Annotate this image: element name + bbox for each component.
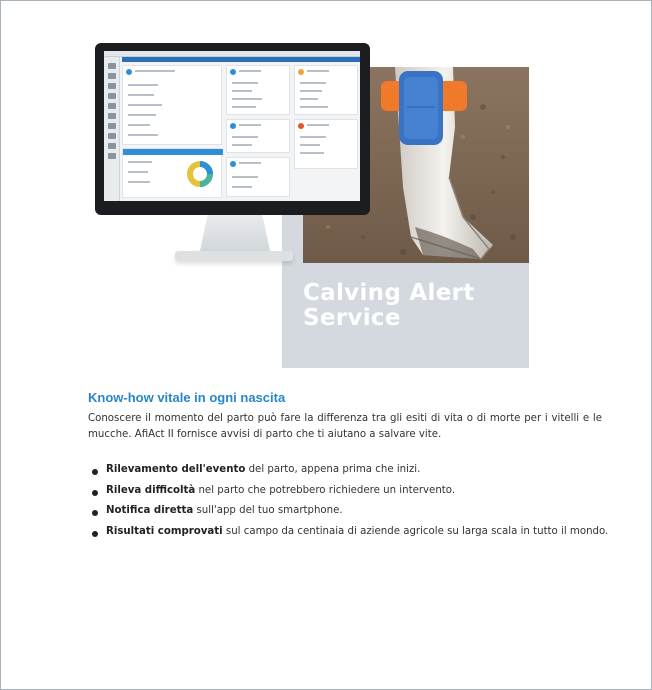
feature-bold: Notifica diretta xyxy=(106,505,194,516)
card-line xyxy=(128,124,150,126)
screen-card-reports xyxy=(294,119,358,169)
card-line xyxy=(232,144,252,146)
screen-card-fertility xyxy=(226,119,290,153)
sidebar-icon xyxy=(108,113,116,119)
feature-bold: Risultati comprovati xyxy=(106,525,223,537)
bullet-icon xyxy=(92,490,98,496)
monitor-stand-base xyxy=(175,251,293,261)
caption-line-1: Calving Alert xyxy=(303,280,475,306)
screen-card-alerts xyxy=(294,65,358,115)
card-title-line xyxy=(307,70,329,72)
card-icon xyxy=(298,69,304,75)
feature-item xyxy=(92,464,608,485)
sidebar-icon xyxy=(108,73,116,79)
feature-text: del parto, appena prima che inizi. xyxy=(245,464,421,475)
caption-text xyxy=(303,281,475,331)
card-title-line xyxy=(239,124,261,126)
feature-bold: Rilevamento dell'evento xyxy=(106,464,246,475)
screen-sidebar xyxy=(104,57,120,201)
sidebar-icon xyxy=(108,103,116,109)
feature-text: sull'app del tuo smartphone. xyxy=(193,505,343,516)
screen-card-milk xyxy=(122,65,222,145)
card-title-line xyxy=(239,70,261,72)
bullet-icon xyxy=(92,531,98,537)
monitor-stand-neck xyxy=(199,215,271,255)
card-line xyxy=(300,106,328,108)
sidebar-icon xyxy=(108,153,116,159)
card-header-bar xyxy=(123,149,223,155)
card-icon xyxy=(230,161,236,167)
caption-line-2: Service xyxy=(303,305,401,331)
screen-card-disease xyxy=(226,157,290,197)
feature-text: sul campo da centinaia di aziende agricole su larga scala in tutto il mondo. xyxy=(222,525,609,537)
card-line xyxy=(232,98,262,100)
card-icon xyxy=(126,69,132,75)
feature-item xyxy=(92,505,608,526)
donut-chart-icon xyxy=(185,159,215,189)
card-line xyxy=(232,82,258,84)
card-line xyxy=(300,144,320,146)
card-title-line xyxy=(307,124,329,126)
screen-card-health xyxy=(226,65,290,115)
card-line xyxy=(128,104,162,106)
sidebar-icon xyxy=(108,123,116,129)
card-line xyxy=(128,114,156,116)
card-line xyxy=(300,152,324,154)
card-line xyxy=(232,106,256,108)
sidebar-icon xyxy=(108,83,116,89)
monitor-screen xyxy=(104,51,360,201)
card-line xyxy=(300,98,318,100)
feature-item xyxy=(92,485,608,506)
sidebar-icon xyxy=(108,143,116,149)
feature-bold: Rileva difficoltà xyxy=(106,484,196,496)
card-line xyxy=(232,176,258,178)
card-line xyxy=(128,134,158,136)
hero-image xyxy=(77,41,529,369)
card-line xyxy=(232,186,252,188)
card-icon xyxy=(230,123,236,129)
feature-text: nel parto che potrebbero richiedere un intervento. xyxy=(195,484,456,496)
card-line xyxy=(128,161,152,163)
card-line xyxy=(128,181,150,183)
card-title-line xyxy=(135,70,175,72)
card-line xyxy=(300,90,322,92)
section-heading: Know-how vitale in ogni nascita xyxy=(88,390,286,405)
card-line xyxy=(300,82,326,84)
sidebar-icon xyxy=(108,133,116,139)
card-line xyxy=(232,136,258,138)
sidebar-icon xyxy=(108,63,116,69)
bullet-icon xyxy=(92,469,98,475)
intro-paragraph: Conoscere il momento del parto può fare la differenza tra gli esiti di vita o di morte per i vitelli e le mucche. AfiAct II fornisce avvisi di parto che ti aiutano a salvare vite. xyxy=(88,413,602,440)
feature-list xyxy=(92,464,608,546)
feature-item xyxy=(92,526,608,547)
card-line xyxy=(128,94,154,96)
bullet-icon xyxy=(92,510,98,516)
card-line xyxy=(232,90,252,92)
card-line xyxy=(128,171,148,173)
card-icon xyxy=(298,123,304,129)
screen-tabbar xyxy=(122,57,360,62)
card-line xyxy=(128,84,158,86)
card-icon xyxy=(230,69,236,75)
monitor xyxy=(95,43,370,215)
sidebar-icon xyxy=(108,93,116,99)
screen-card-chart xyxy=(122,148,222,198)
card-title-line xyxy=(239,162,261,164)
card-line xyxy=(300,136,326,138)
